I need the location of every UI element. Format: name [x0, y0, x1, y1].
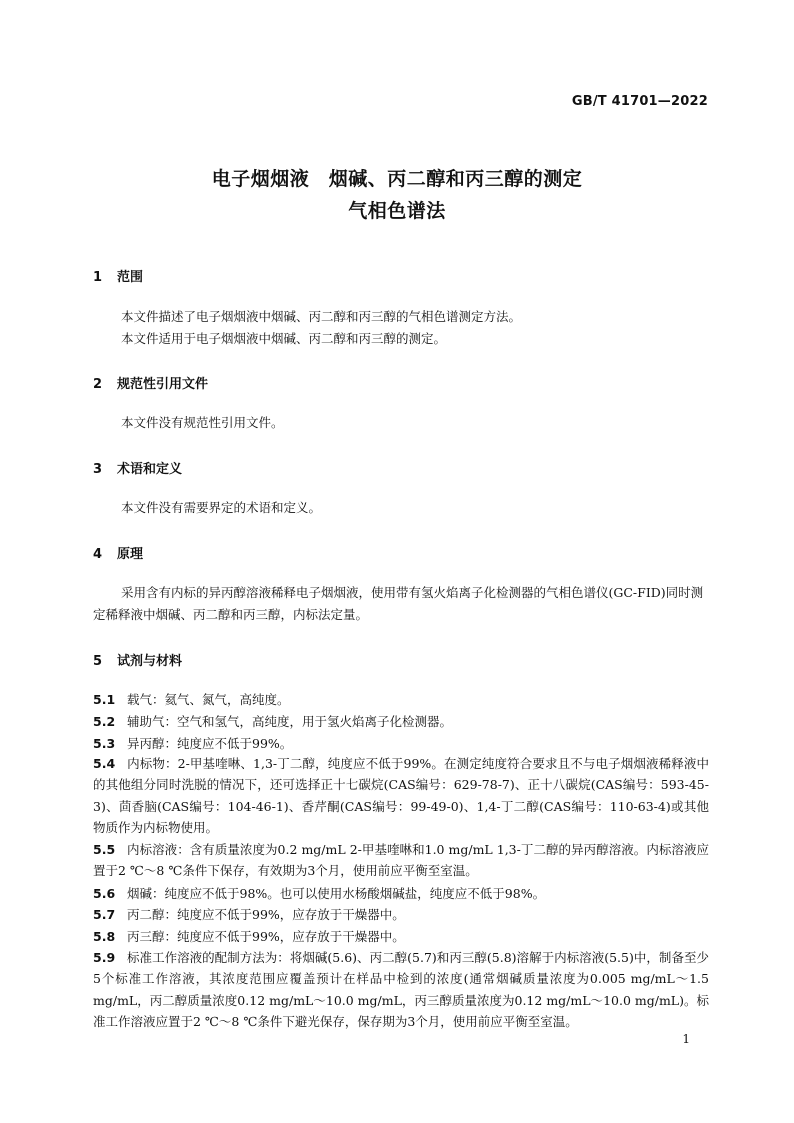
clause-text: 丙三醇：纯度应不低于99%，应存放于干燥器中。 [127, 929, 405, 944]
clause-5-1 [93, 689, 709, 710]
clause-number: 5.7 [93, 907, 116, 922]
clause-5-5 [93, 839, 709, 882]
standard-code: GB/T 41701—2022 [571, 94, 708, 109]
paragraph-text: 本文件没有规范性引用文件。 [121, 415, 284, 430]
section-3-heading [93, 458, 182, 477]
section-2-heading [93, 373, 208, 392]
section-number: 1 [93, 270, 103, 285]
clause-5-3 [93, 733, 709, 754]
clause-number: 5.6 [93, 886, 116, 901]
section-3-paragraph-1 [93, 497, 709, 519]
clause-text: 载气：氦气、氮气，高纯度。 [127, 692, 290, 707]
section-number: 3 [93, 462, 103, 477]
clause-text: 内标物：2-甲基喹啉、1,3-丁二醇，纯度应不低于99%。在测定纯度符合要求且不与电子烟烟液稀释液中的其他组分同时洗脱的情况下，还可选择正十七碳烷(CAS编号：629-78-7)、正十八碳烷(CAS编号：593-45-3)、茴香脑(CAS编号：104-46-1)、香芹酮(CAS编号：99-49-0)、1,4-丁二醇(CAS编号：110-63-4)或其他物质作为内标物使用。 [93, 756, 709, 835]
section-title: 原理 [117, 547, 144, 562]
section-title: 范围 [117, 270, 144, 285]
section-5-heading [93, 650, 182, 669]
clause-5-7 [93, 904, 709, 925]
clause-text: 内标溶液：含有质量浓度为0.2 mg/mL 2-甲基喹啉和1.0 mg/mL 1,3-丁二醇的异丙醇溶液。内标溶液应置于2 ℃～8 ℃条件下保存，有效期为3个月，使用前应平衡至室温。 [93, 842, 709, 879]
section-number: 4 [93, 547, 103, 562]
clause-number: 5.8 [93, 929, 116, 944]
clause-5-9 [93, 947, 709, 1032]
document-subtitle: 气相色谱法 [348, 200, 446, 222]
paragraph-text: 本文件描述了电子烟烟液中烟碱、丙二醇和丙三醇的气相色谱测定方法。 [121, 309, 522, 324]
clause-number: 5.1 [93, 692, 116, 707]
clause-text: 烟碱：纯度应不低于98%。也可以使用水杨酸烟碱盐，纯度应不低于98%。 [127, 886, 546, 901]
section-4-heading [93, 543, 143, 562]
section-4-paragraph-1 [93, 582, 709, 626]
clause-number: 5.4 [93, 756, 116, 771]
section-1-paragraph-1 [93, 306, 709, 328]
section-title: 试剂与材料 [117, 654, 183, 669]
paragraph-text: 采用含有内标的异丙醇溶液稀释电子烟烟液，使用带有氢火焰离子化检测器的气相色谱仪(GC-FID)同时测定稀释液中烟碱、丙二醇和丙三醇，内标法定量。 [93, 585, 704, 622]
page-number: 1 [682, 1032, 690, 1046]
clause-5-6 [93, 883, 709, 904]
clause-number: 5.5 [93, 842, 116, 857]
section-number: 5 [93, 654, 103, 669]
clause-number: 5.9 [93, 950, 116, 965]
clause-text: 异丙醇：纯度应不低于99%。 [127, 736, 293, 751]
document-title: 电子烟烟液 烟碱、丙二醇和丙三醇的测定 [211, 168, 583, 190]
clause-5-2 [93, 711, 709, 732]
clause-5-4 [93, 753, 709, 838]
clause-text: 丙二醇：纯度应不低于99%，应存放于干燥器中。 [127, 907, 405, 922]
section-number: 2 [93, 377, 103, 392]
clause-number: 5.3 [93, 736, 116, 751]
paragraph-text: 本文件没有需要界定的术语和定义。 [121, 500, 322, 515]
section-title: 规范性引用文件 [117, 377, 209, 392]
section-title: 术语和定义 [117, 462, 183, 477]
section-1-heading [93, 266, 143, 285]
section-1-paragraph-2 [93, 328, 709, 350]
clause-5-8 [93, 926, 709, 947]
clause-text: 标准工作溶液的配制方法为：将烟碱(5.6)、丙二醇(5.7)和丙三醇(5.8)溶解于内标溶液(5.5)中，制备至少5个标准工作溶液，其浓度范围应覆盖预计在样品中检到的浓度(通常烟碱质量浓度为0.005 mg/mL～1.5 mg/mL，丙二醇质量浓度0.12 mg/mL～10.0 mg/mL，丙三醇质量浓度为0.12 mg/mL～10.0 mg/mL)。标准工作溶液应置于2 ℃～8 ℃条件下避光保存，保存期为3个月，使用前应平衡至室温。 [93, 950, 709, 1029]
clause-text: 辅助气：空气和氢气，高纯度，用于氢火焰离子化检测器。 [127, 714, 453, 729]
paragraph-text: 本文件适用于电子烟烟液中烟碱、丙二醇和丙三醇的测定。 [121, 331, 447, 346]
clause-number: 5.2 [93, 714, 116, 729]
section-2-paragraph-1 [93, 412, 709, 434]
